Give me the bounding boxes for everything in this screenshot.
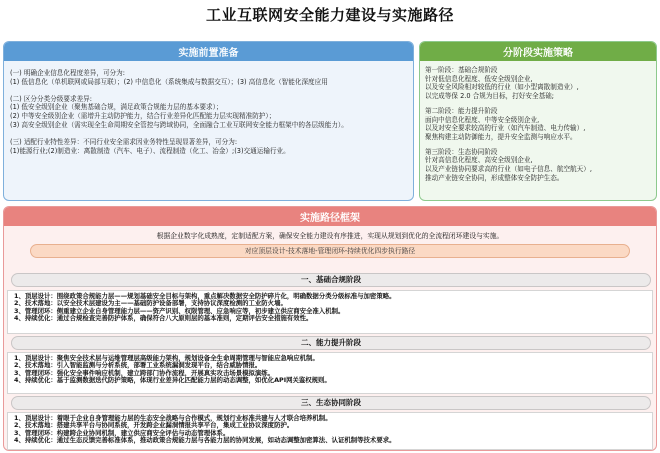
prep-block-2 [10, 95, 407, 130]
strategy-line: 推动产业链安全协同，形成整体安全防护生态。 [425, 173, 564, 182]
prep-panel-header: 实施前置准备 [4, 42, 413, 61]
strategy-line: 针对高信息化程度、高安全级别企业, [425, 156, 533, 165]
stage-1-body [7, 290, 653, 334]
strategy-line: 以完成等保 2.0 合规为目标，打好安全基础; [425, 92, 554, 101]
strategy-panel-header: 分阶段实施策略 [420, 42, 656, 61]
stage-line: 1、顶层设计：围绕政策合规能力层——规划基础安全目标与架构，重点解决数据安全防护碎片化，明确数据分类分级标准与加密策略。 [14, 292, 396, 300]
page-title: 工业互联网安全能力建设与实施路径 [205, 6, 454, 24]
stage-line: 3、管理闭环：强化安全事件响应机制，建立跨部门协作流程，开展真实攻击场景模拟演练。 [14, 368, 275, 377]
prep-line: (1) 低信息化（单机联网或局部互联）；(2) 中信息化（系统集成与数据交互）；(3) 高信息化（智能化深度应用 [10, 77, 328, 86]
stage-line: 2、技术落地：搭建共享平台与协同系统，开发跨企业漏洞情报共享平台，集成工业协议深度防护。 [14, 421, 294, 430]
framework-intro: 根据企业数字化成熟度，定制适配方案，确保安全能力建设有序推进，实现从规划到优化的全流程闭环建设与实施。 [156, 232, 504, 240]
framework-panel [3, 206, 657, 451]
stage-line: 1、顶层设计：着眼于企业自身管理能力层的生态安全战略与合作模式，规划行业标准共建与人才联合培养机制。 [14, 414, 332, 422]
prep-line: (二) 区分分类分级要求差异: [10, 94, 92, 103]
stage-3-title: 三、生态协同阶段 [11, 396, 651, 410]
prep-line: (三) 适配行业特性差异：不同行业安全需求因业务特性呈现显著差异，可分为: [10, 137, 238, 146]
strategy-stage-2 [425, 107, 651, 142]
stage-line: 3、管理闭环：侧重建立企业自身管理能力层——资产识别、权限管理、应急响应等，初步建立供应商安全准入机制。 [14, 306, 345, 315]
stage-2-body [7, 352, 653, 394]
prep-line: (3) 高安全级别企业（需实现全生命周期安全管控与跨域协同，全面融合工业互联网安全能力框架中的各层级能力）。 [10, 120, 348, 129]
prep-block-3 [10, 138, 407, 156]
strategy-line: 面向中信息化程度、中等安全级别企业, [425, 115, 540, 124]
framework-panel-header: 实施路径框架 [4, 207, 656, 226]
strategy-line: 第一阶段：基础合规阶段 [425, 66, 498, 74]
stage-line: 3、管理闭环：构建跨企业协同机制，建立供应商安全评估与动态管理体系。 [14, 428, 230, 437]
strategy-line: 针对低信息化程度、低安全级别企业, [425, 74, 533, 83]
strategy-line: 以及安全风险相对较低的行业（如小型离散制造业）, [425, 83, 579, 92]
strategy-line: 第二阶段：能力提升阶段 [425, 106, 498, 115]
prep-block-1 [10, 69, 407, 87]
stage-3-body [7, 412, 653, 450]
strategy-stage-1 [425, 66, 651, 101]
strategy-line: 聚焦构建主动防御能力，提升安全监测与响应水平。 [425, 132, 577, 141]
prep-line: (一) 明确企业信息化程度差异，可分为: [10, 69, 125, 77]
strategy-stage-3 [425, 148, 651, 183]
strategy-line: 以及对安全要求较高的行业（如汽车制造、电力传输）, [425, 124, 586, 133]
prep-line: (2) 中等安全级别企业（需增升主动防护能力，结合行业差异化匹配能力层实现精准防护）； [10, 112, 276, 121]
stage-line: 2、技术落地：以安全技术层建设为主——基础防护设备部署，支持协议深度检测的工业防火墙。 [14, 299, 287, 308]
stage-line: 1、顶层设计：聚焦安全技术层与运维管理层高级能力架构，规划设备全生命周期管理与智能应急响应机制。 [14, 354, 319, 362]
prep-line: (1) 低安全级别企业（聚焦基础合规，满足政策合规能力层的基本要求）； [10, 103, 223, 112]
strategy-line: 第三阶段：生态协同阶段 [425, 147, 498, 156]
stage-2-title: 二、能力提升阶段 [11, 336, 651, 350]
execution-path-pill: 对应顶层设计-技术落地-管理闭环-持续优化四步执行路径 [30, 244, 630, 258]
strategy-panel [419, 41, 657, 201]
stage-line: 4、持续优化：通过合规检查完善防护体系，确保符合八大原则层的基本准则，定期评估安全措施有效性。 [14, 314, 313, 323]
prep-panel [3, 41, 414, 201]
stage-line: 4、持续优化：基于监测数据迭代防护策略，体现行业差异化匹配能力层的动态调整，如优化API网关鉴权规则。 [14, 376, 331, 385]
stage-line: 2、技术落地：引入智能监测与分析系统，部署工业系统漏洞发现平台，结合威胁情报。 [14, 361, 262, 370]
strategy-line: 以及产业链协同要求高的行业（如电子信息、航空航天）, [425, 165, 592, 174]
prep-line: (1)能源行业;(2)制造业：离散制造（汽车、电子）、流程制造（化工、冶金）;(3)交通运输行业。 [10, 146, 290, 155]
stage-line: 4、持续优化：通过生态反馈完善标准体系，推动政策合规能力层与各能力层的协同发展，如动态调整加密算法、认证机制等技术要求。 [14, 436, 396, 445]
stage-1-title: 一、基础合规阶段 [11, 273, 651, 287]
